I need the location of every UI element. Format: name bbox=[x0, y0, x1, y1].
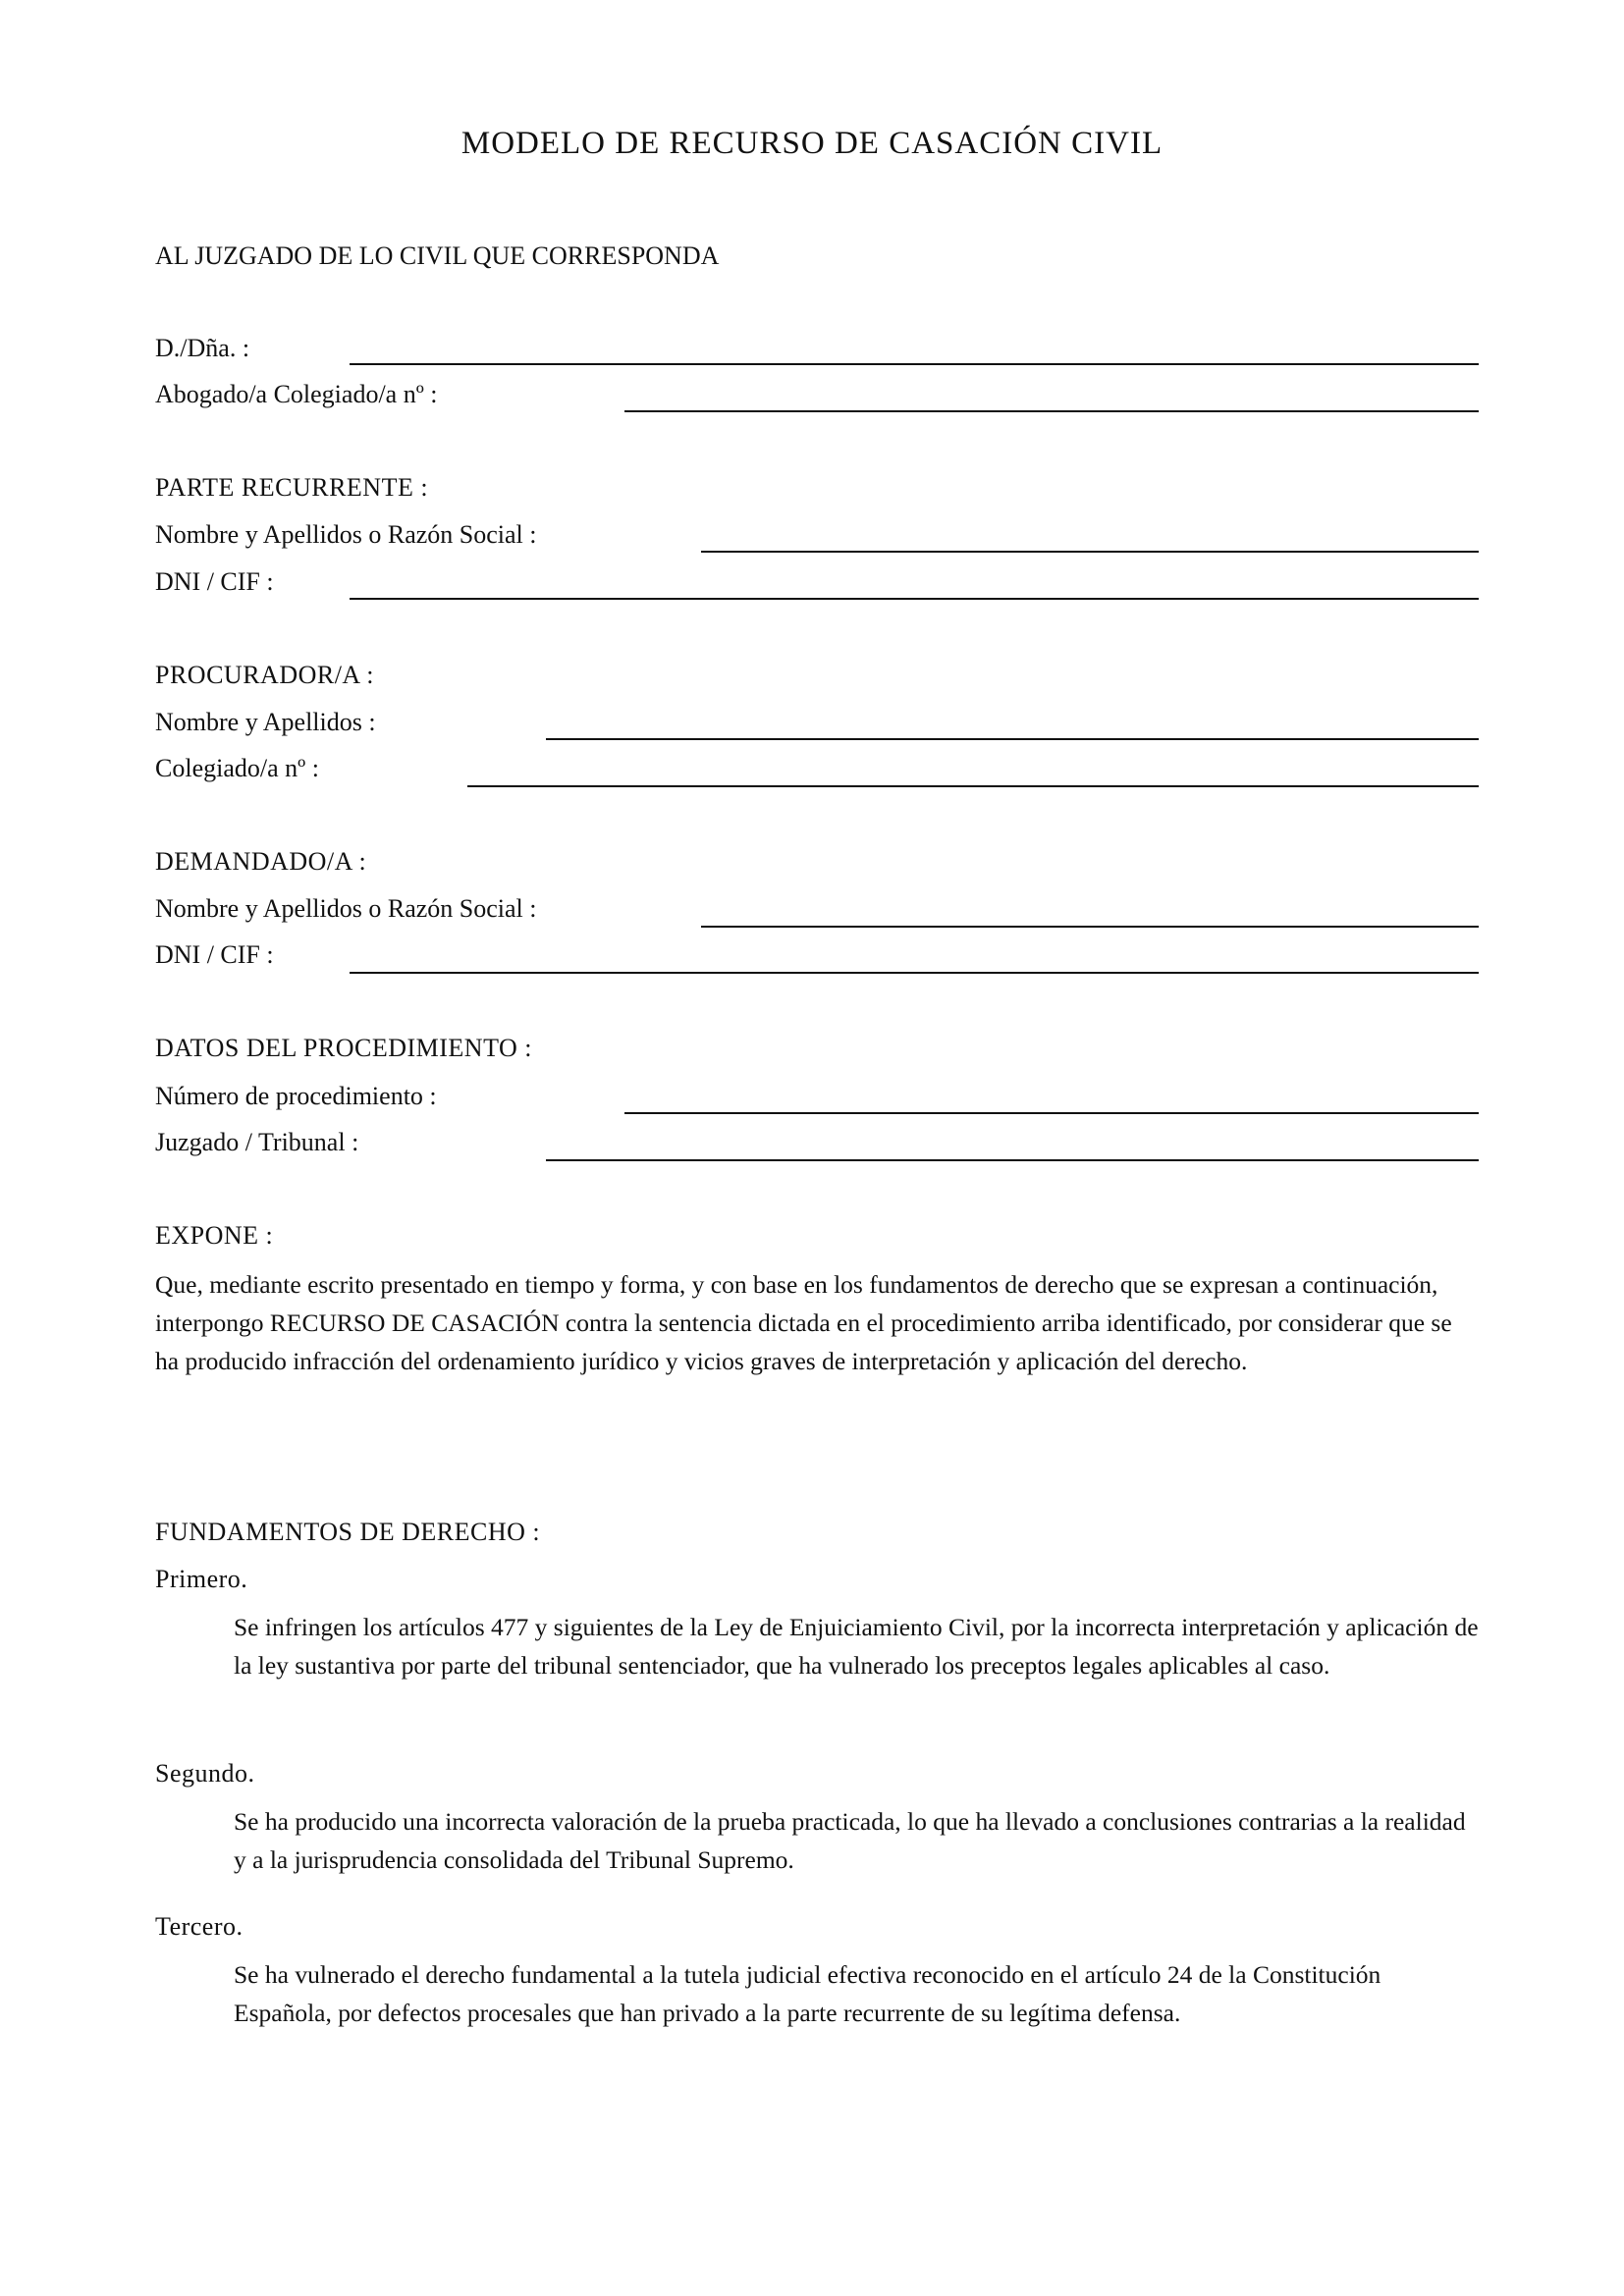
court-field[interactable] bbox=[546, 1159, 1479, 1161]
procedure-number-field[interactable] bbox=[624, 1112, 1479, 1114]
lawyer-name-label: D./Dña. : bbox=[155, 334, 250, 362]
fundamento-label-segundo: Segundo. bbox=[155, 1759, 255, 1788]
addressee: AL JUZGADO DE LO CIVIL QUE CORRESPONDA bbox=[155, 241, 720, 270]
appellant-name-label: Nombre y Apellidos o Razón Social : bbox=[155, 520, 537, 549]
fundamentos-heading: FUNDAMENTOS DE DERECHO : bbox=[155, 1518, 541, 1546]
appellant-id-field[interactable] bbox=[350, 598, 1479, 600]
expone-text: Que, mediante escrito presentado en tiempo y forma, y con base en los fundamentos de derecho que se expresan a continuación, interpongo RECURSO DE CASACIÓN contra la sentencia dictada en el procedimiento arriba identificado, por considerar que se ha producido infracción del ordenamiento jurídico y vicios graves de interpretación y aplicación del derecho. bbox=[155, 1270, 1452, 1375]
court-label: Juzgado / Tribunal : bbox=[155, 1128, 359, 1156]
respondent-id-label: DNI / CIF : bbox=[155, 940, 274, 969]
document-title: MODELO DE RECURSO DE CASACIÓN CIVIL bbox=[460, 126, 1164, 161]
procurator-heading: PROCURADOR/A : bbox=[155, 661, 374, 689]
procurator-number-field[interactable] bbox=[467, 785, 1479, 787]
procedure-heading: DATOS DEL PROCEDIMIENTO : bbox=[155, 1034, 532, 1062]
appellant-id-label: DNI / CIF : bbox=[155, 567, 274, 596]
expone-heading: EXPONE : bbox=[155, 1221, 274, 1250]
respondent-heading: DEMANDADO/A : bbox=[155, 847, 367, 876]
lawyer-bar-number-label: Abogado/a Colegiado/a nº : bbox=[155, 380, 438, 408]
procurator-name-field[interactable] bbox=[546, 738, 1479, 740]
lawyer-bar-number-field[interactable] bbox=[624, 410, 1479, 412]
appellant-name-field[interactable] bbox=[701, 551, 1479, 553]
fundamento-text-tercero: Se ha vulnerado el derecho fundamental a la tutela judicial efectiva reconocido en el artículo 24 de la Constitución Española, por defectos procesales que han privado a la parte recurrente de su legítima defensa. bbox=[234, 1960, 1381, 2027]
appellant-heading: PARTE RECURRENTE : bbox=[155, 473, 429, 502]
procurator-number-label: Colegiado/a nº : bbox=[155, 754, 319, 782]
fundamento-text-segundo: Se ha producido una incorrecta valoración de la prueba practicada, lo que ha llevado a conclusiones contrarias a la realidad y a la jurisprudencia consolidada del Tribunal Supremo. bbox=[234, 1807, 1466, 1874]
fundamento-text-primero: Se infringen los artículos 477 y siguientes de la Ley de Enjuiciamiento Civil, por la incorrecta interpretación y aplicación de la ley sustantiva por parte del tribunal sentenciador, que ha vulnerado los preceptos legales aplicables al caso. bbox=[234, 1613, 1479, 1680]
lawyer-name-field[interactable] bbox=[350, 363, 1479, 365]
fundamento-label-primero: Primero. bbox=[155, 1565, 248, 1593]
fundamento-label-tercero: Tercero. bbox=[155, 1912, 244, 1941]
respondent-id-field[interactable] bbox=[350, 972, 1479, 974]
procedure-number-label: Número de procedimiento : bbox=[155, 1082, 437, 1110]
procurator-name-label: Nombre y Apellidos : bbox=[155, 708, 376, 736]
respondent-name-field[interactable] bbox=[701, 926, 1479, 928]
respondent-name-label: Nombre y Apellidos o Razón Social : bbox=[155, 894, 537, 923]
